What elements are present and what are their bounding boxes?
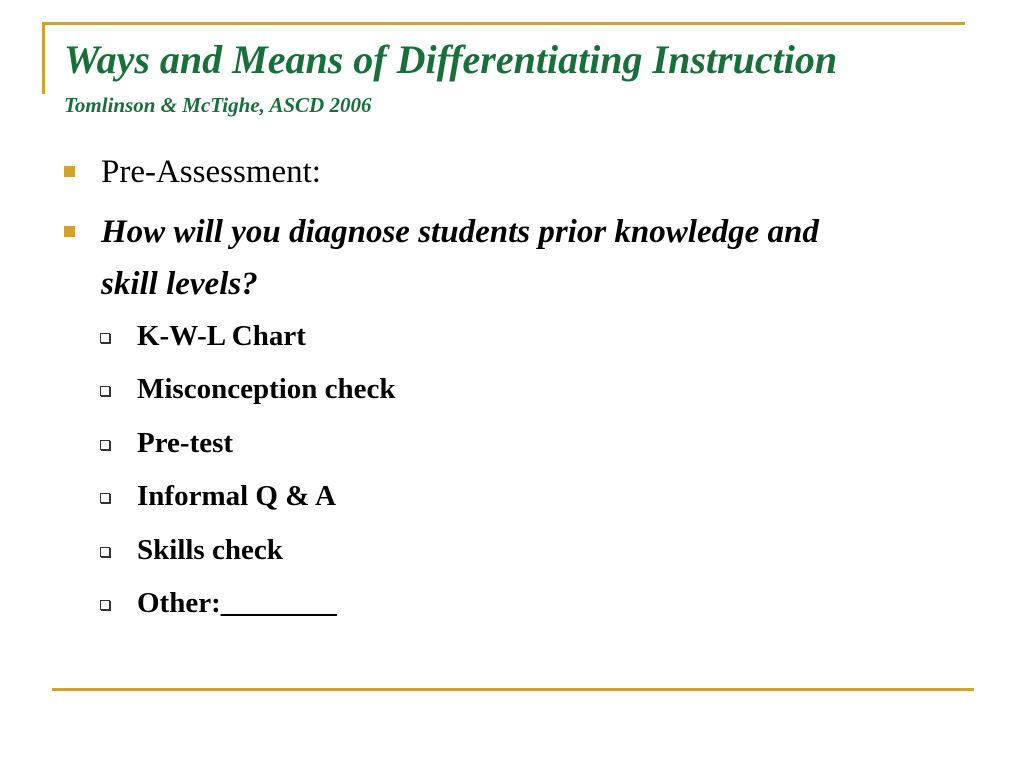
hollow-square-bullet-icon <box>100 547 110 557</box>
list-item <box>100 581 396 634</box>
list-item-text: K-W-L Chart <box>137 320 306 352</box>
list-item-text: Pre-test <box>137 426 234 459</box>
slide-title: Ways and Means of Differentiating Instruction <box>64 37 838 82</box>
list-item <box>100 421 396 474</box>
filled-square-bullet-icon <box>64 226 75 237</box>
slide-subtitle: Tomlinson & McTighe, ASCD 2006 <box>64 93 372 117</box>
bullet-item-pre-assessment <box>64 146 821 198</box>
list-item <box>100 314 396 367</box>
list-item <box>100 474 396 527</box>
list-item <box>100 367 396 420</box>
hollow-square-bullet-icon <box>100 333 110 343</box>
filled-square-bullet-icon <box>64 166 75 177</box>
list-item-text: Misconception check <box>137 373 396 406</box>
frame-left-line <box>42 22 45 94</box>
hollow-square-bullet-icon <box>100 386 110 396</box>
bullet-text: Pre-Assessment: <box>101 154 321 190</box>
list-item-text: Other:________ <box>137 586 337 619</box>
hollow-square-bullet-icon <box>100 440 110 450</box>
assessment-methods-list <box>100 314 396 634</box>
frame-top-line <box>42 22 965 25</box>
hollow-square-bullet-icon <box>100 600 110 610</box>
hollow-square-bullet-icon <box>100 493 110 503</box>
bullet-item-diagnose-question <box>64 206 821 310</box>
bullet-text: How will you diagnose students prior knowledge and skill levels? <box>101 214 819 302</box>
frame-bottom-line <box>52 688 974 691</box>
list-item <box>100 528 396 581</box>
list-item-text: Informal Q & A <box>137 480 336 513</box>
list-item-text: Skills check <box>137 533 283 566</box>
